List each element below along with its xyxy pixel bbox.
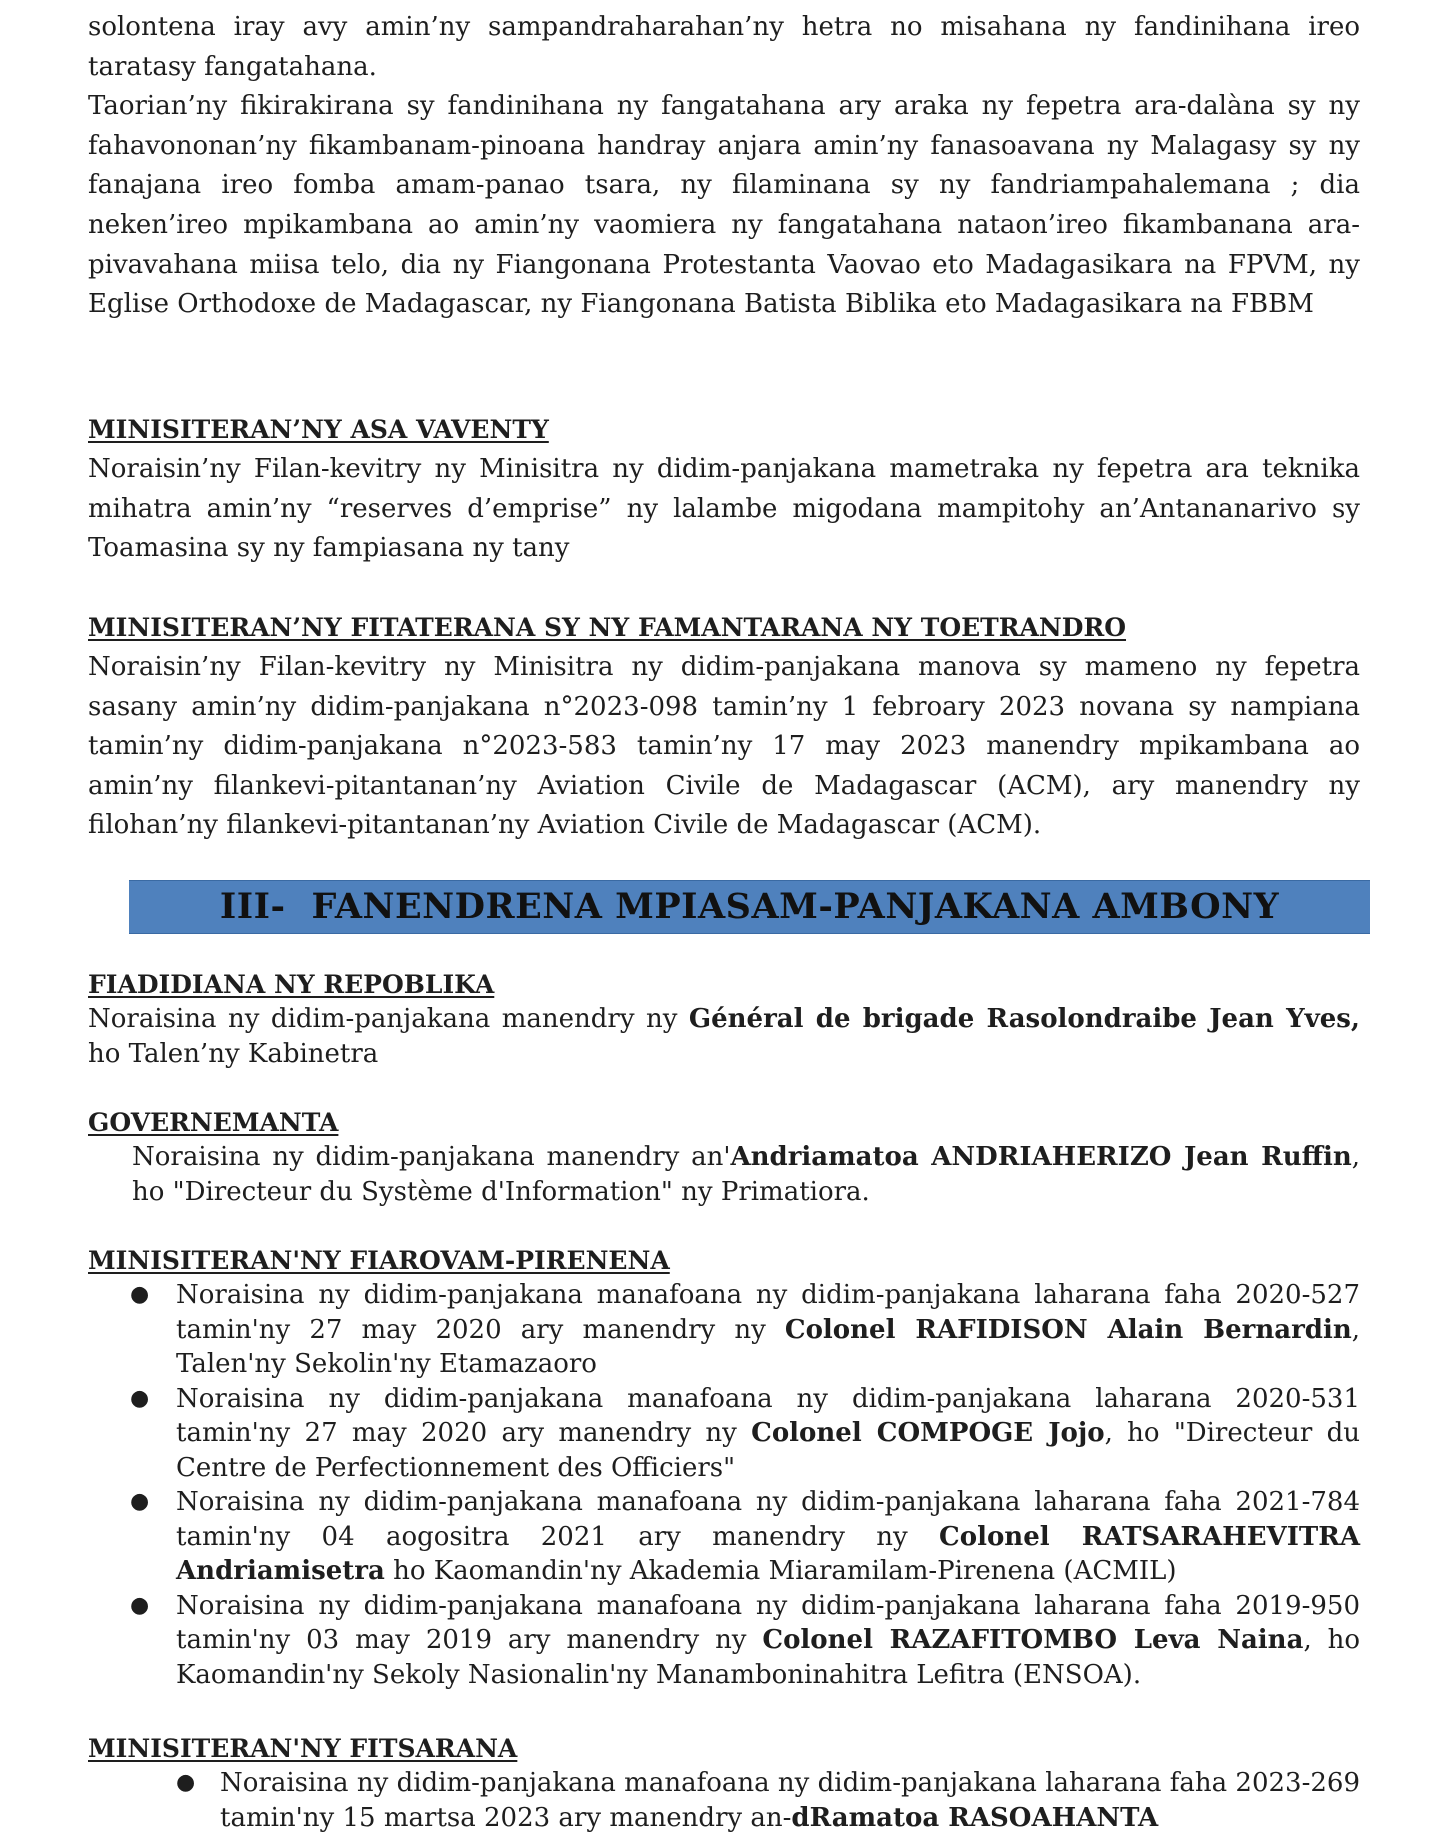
section-fitsarana bbox=[88, 1732, 1360, 1835]
text-run: ho Talen’ny Kabinetra bbox=[88, 1038, 379, 1069]
paragraph: solontena iray avy amin’ny sampandraharahan’ny hetra no misahana ny fandinihana ireo taratasy fangatahana. bbox=[88, 12, 1360, 82]
bullet-icon: ● bbox=[130, 1489, 150, 1514]
text-run: Noraisina ny didim-panjakana manafoana ny didim-panjakana laharana faha 2023-269 tamin'ny 15 martsa 2023 ary manendry an- bbox=[220, 1768, 1360, 1833]
section-heading: MINISITERAN’NY ASA VAVENTY bbox=[88, 415, 549, 444]
list-item bbox=[88, 1589, 1360, 1693]
appointee-name: Andriamatoa ANDRIAHERIZO Jean Ruffin bbox=[730, 1142, 1352, 1172]
list-item bbox=[88, 1382, 1360, 1486]
appointee-name: Colonel RAZAFITOMBO Leva Naina bbox=[762, 1625, 1304, 1655]
paragraph: Noraisin’ny Filan-kevitry ny Minisitra ny didim-panjakana manova sy mameno ny fepetra sasany amin’ny didim-panjakana n°2023-098 tamin’ny 1 febroary 2023 novana sy nampiana tamin’ny didim-panjakana n°2023-583 tamin’ny 17 may 2023 manendry mpikambana ao amin’ny filankevi-pitantanan’ny Aviation Civile de Madagascar (ACM), ary manendry ny filohan’ny filankevi-pitantanan’ny Aviation Civile de Madagascar (ACM). bbox=[88, 652, 1360, 841]
appointment-list bbox=[88, 1766, 1360, 1835]
bullet-icon: ● bbox=[130, 1592, 150, 1618]
text-run: Noraisina ny didim-panjakana manafoana ny didim-panjakana laharana faha 2020-527 tamin'ny 27 may 2020 ary manendry ny bbox=[176, 1280, 1360, 1345]
appointment-list bbox=[88, 1278, 1360, 1692]
paragraph bbox=[88, 1002, 1360, 1071]
text-run: ho Kaomandin'ny Akademia Miaramilam-Pirenena (ACMIL) bbox=[384, 1556, 1177, 1586]
section-heading: MINISITERAN’NY FITATERANA SY NY FAMANTARANA NY TOETRANDRO bbox=[88, 613, 1127, 642]
appointee-name: Général de brigade Rasolondraibe Jean Yves, bbox=[688, 1004, 1360, 1034]
text-run: , ho "Directeur du Centre de Perfectionnement des Officiers" bbox=[176, 1418, 1360, 1483]
text-run: Noraisina ny didim-panjakana manafoana ny didim-panjakana laharana faha 2019-950 tamin'ny 03 may 2019 ary manendry ny bbox=[176, 1590, 1360, 1655]
paragraph: Noraisin’ny Filan-kevitry ny Minisitra ny didim-panjakana mametraka ny fepetra ara teknika mihatra amin’ny “reserves d’emprise” ny lalambe migodana mampitohy an’Antananarivo sy Toamasina sy ny fampiasana ny tany bbox=[88, 454, 1360, 564]
text-run: Noraisina ny didim-panjakana manafoana ny didim-panjakana laharana 2020-531 tamin'ny 27 may 2020 ary manendry ny bbox=[176, 1383, 1360, 1448]
text-run: Noraisina ny didim-panjakana manendry an' bbox=[132, 1142, 731, 1172]
list-item bbox=[88, 1766, 1360, 1835]
section-title-text: FANENDRENA MPIASAM-PANJAKANA AMBONY bbox=[311, 886, 1280, 927]
bullet-icon: ● bbox=[130, 1282, 150, 1307]
bullet-icon: ● bbox=[176, 1770, 196, 1795]
list-item bbox=[88, 1485, 1360, 1589]
list-item bbox=[88, 1278, 1360, 1382]
section-heading: MINISITERAN'NY FITSARANA bbox=[88, 1734, 518, 1763]
appointee-name: Colonel COMPOGE Jojo bbox=[751, 1418, 1105, 1448]
intro-block bbox=[88, 8, 1360, 325]
bullet-icon: ● bbox=[130, 1385, 150, 1411]
paragraph: Taorian’ny fikirakirana sy fandinihana ny fangatahana ary araka ny fepetra ara-dalàna sy ny fahavononan’ny fikambanam-pinoana handray anjara amin’ny fanasoavana ny Malagasy sy ny fanajana ireo fomba amam-panao tsara, ny filaminana sy ny fandriampahalemana ; dia neken’ireo mpikambana ao amin’ny vaomiera ny fangatahana nataon’ireo fikambanana ara-pivavahana miisa telo, dia ny Fiangonana Protestanta Vaovao eto Madagasikara na FPVM, ny Eglise Orthodoxe de Madagascar, ny Fiangonana Batista Biblika eto Madagasikara na FBBM bbox=[88, 91, 1360, 320]
section-fiarovam-pirenena bbox=[88, 1244, 1360, 1692]
section-heading: GOVERNEMANTA bbox=[88, 1108, 339, 1137]
text-run: , Talen'ny Sekolin'ny Etamazaoro bbox=[176, 1314, 1360, 1379]
appointee-name: dRamatoa RASOAHANTA bbox=[791, 1802, 1159, 1833]
section-heading: MINISITERAN'NY FIAROVAM-PIRENENA bbox=[88, 1246, 670, 1275]
section-heading: FIADIDIANA NY REPOBLIKA bbox=[88, 970, 495, 999]
text-run: , ho "Directeur du Système d'Information" ny Primatiora. bbox=[132, 1142, 1360, 1207]
appointee-name: Colonel RATSARAHEVITRA Andriamisetra bbox=[176, 1521, 1360, 1586]
text-run: Noraisina ny didim-panjakana manendry ny bbox=[88, 1004, 689, 1034]
text-run: , ho Kaomandin'ny Sekoly Nasionalin'ny Manamboninahitra Lefitra (ENSOA). bbox=[176, 1625, 1360, 1690]
section-fiadidiana bbox=[88, 968, 1360, 1071]
section-number: III- bbox=[219, 886, 286, 927]
section-asa-vaventy bbox=[88, 410, 1360, 569]
section-title bbox=[129, 881, 1370, 933]
paragraph bbox=[88, 1140, 1360, 1209]
text-run: Noraisina ny didim-panjakana manafoana ny didim-panjakana laharana faha 2021-784 tamin'ny 04 aogositra 2021 ary manendry ny bbox=[176, 1487, 1360, 1552]
appointee-name: Colonel RAFIDISON Alain Bernardin bbox=[784, 1314, 1352, 1345]
section-governemanta bbox=[88, 1106, 1360, 1209]
section-title-bar bbox=[129, 880, 1370, 934]
section-fitaterana bbox=[88, 608, 1360, 846]
